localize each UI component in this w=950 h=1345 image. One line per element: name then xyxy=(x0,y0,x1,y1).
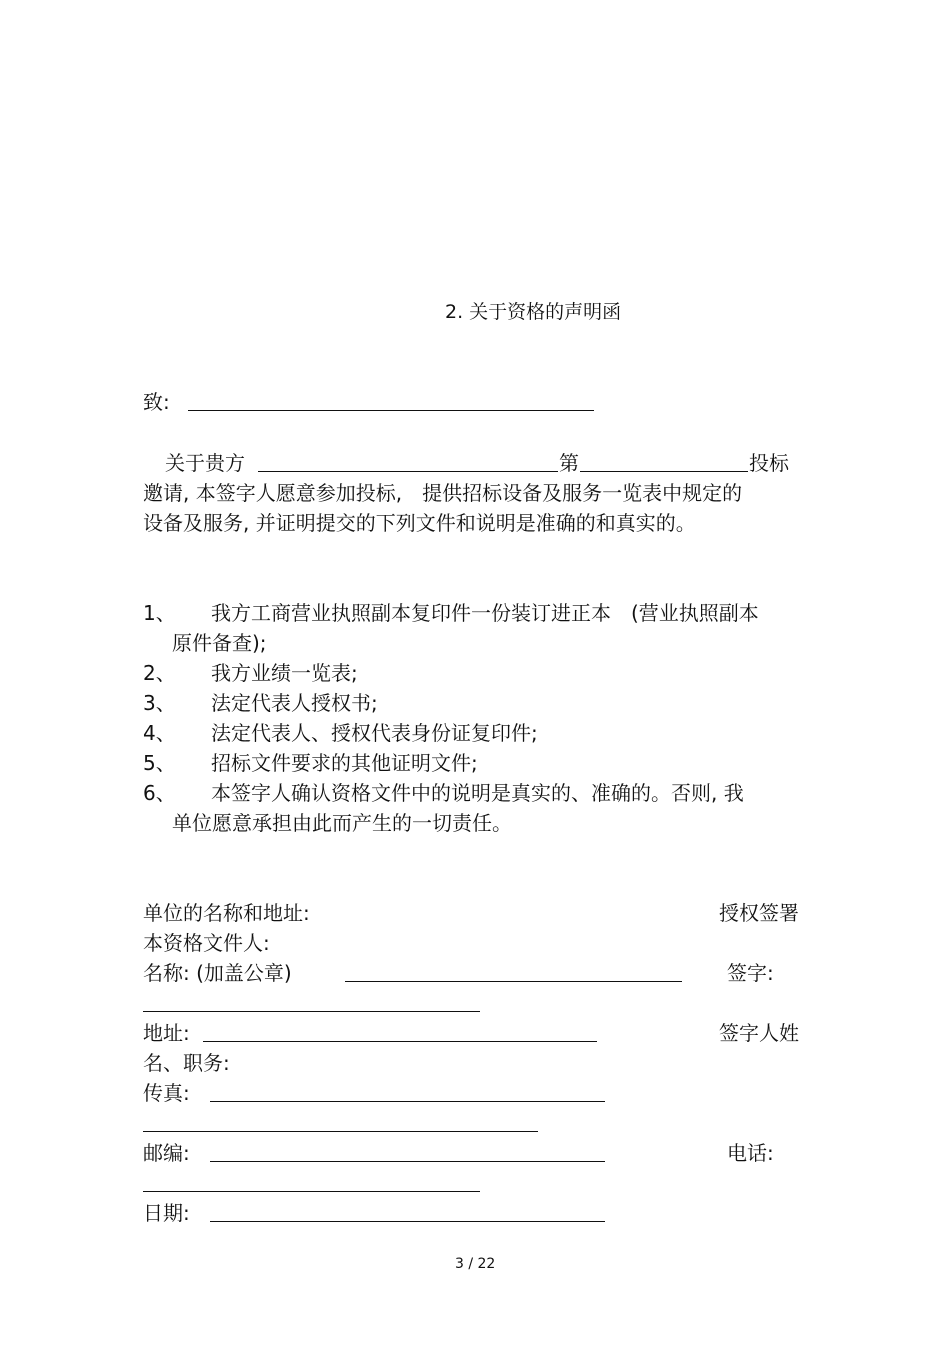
unit-name-address-label: 单位的名称和地址: xyxy=(143,901,310,925)
to-label: 致: xyxy=(143,390,170,414)
list-text: 本签字人确认资格文件中的说明是真实的、准确的。否则, 我 xyxy=(211,781,744,805)
list-item-cont: 原件备查); xyxy=(172,631,267,655)
name-blank xyxy=(345,981,682,982)
signer-name-label: 签字人姓 xyxy=(719,1021,799,1045)
date-label: 日期: xyxy=(143,1201,190,1225)
signature-label: 签字: xyxy=(727,961,774,985)
list-text: 我方工商营业执照副本复印件一份装订进正本 (营业执照副本 xyxy=(211,601,759,625)
list-number: 2、 xyxy=(143,661,176,685)
list-item xyxy=(143,781,744,805)
phone-label: 电话: xyxy=(727,1141,774,1165)
name-label: 名称: (加盖公章) xyxy=(143,961,292,985)
list-text: 法定代表人、授权代表身份证复印件; xyxy=(211,721,538,745)
signer-name-blank xyxy=(143,1131,538,1132)
authorized-sign-label: 授权签署 xyxy=(719,901,799,925)
signer-name-cont: 名、职务: xyxy=(143,1051,230,1075)
page-number: 3 / 22 xyxy=(455,1256,496,1272)
intro-part2: 第 xyxy=(559,451,579,475)
qualification-person-label: 本资格文件人: xyxy=(143,931,270,955)
fax-blank xyxy=(210,1101,605,1102)
list-item-cont: 单位愿意承担由此而产生的一切责任。 xyxy=(172,811,512,835)
signature-blank xyxy=(143,1011,480,1012)
list-text: 法定代表人授权书; xyxy=(211,691,378,715)
list-item xyxy=(143,661,358,685)
list-item xyxy=(143,601,759,625)
intro-line-1 xyxy=(165,451,245,475)
intro-line-3: 设备及服务, 并证明提交的下列文件和说明是准确的和真实的。 xyxy=(143,511,696,535)
date-blank xyxy=(210,1221,605,1222)
postcode-blank xyxy=(210,1161,605,1162)
list-item xyxy=(143,691,378,715)
list-item xyxy=(143,751,478,775)
list-number: 4、 xyxy=(143,721,176,745)
number-blank xyxy=(580,471,748,472)
to-blank xyxy=(188,410,594,411)
intro-line-2: 邀请, 本签字人愿意参加投标, 提供招标设备及服务一览表中规定的 xyxy=(143,481,743,505)
list-number: 1、 xyxy=(143,601,176,625)
list-item xyxy=(143,721,538,745)
intro-part3-wrap xyxy=(749,451,789,475)
address-blank xyxy=(203,1041,597,1042)
fax-label: 传真: xyxy=(143,1081,190,1105)
list-number: 3、 xyxy=(143,691,176,715)
list-text: 我方业绩一览表; xyxy=(211,661,358,685)
list-number: 5、 xyxy=(143,751,176,775)
intro-part1: 关于贵方 xyxy=(165,451,245,475)
intro-part3: 投标 xyxy=(749,451,789,475)
to-line xyxy=(143,390,170,414)
project-blank xyxy=(258,471,558,472)
list-text: 招标文件要求的其他证明文件; xyxy=(211,751,478,775)
page-title: 2. 关于资格的声明函 xyxy=(445,301,622,323)
list-number: 6、 xyxy=(143,781,176,805)
postcode-label: 邮编: xyxy=(143,1141,190,1165)
intro-part2-wrap xyxy=(559,451,579,475)
address-label: 地址: xyxy=(143,1021,190,1045)
phone-blank xyxy=(143,1191,480,1192)
